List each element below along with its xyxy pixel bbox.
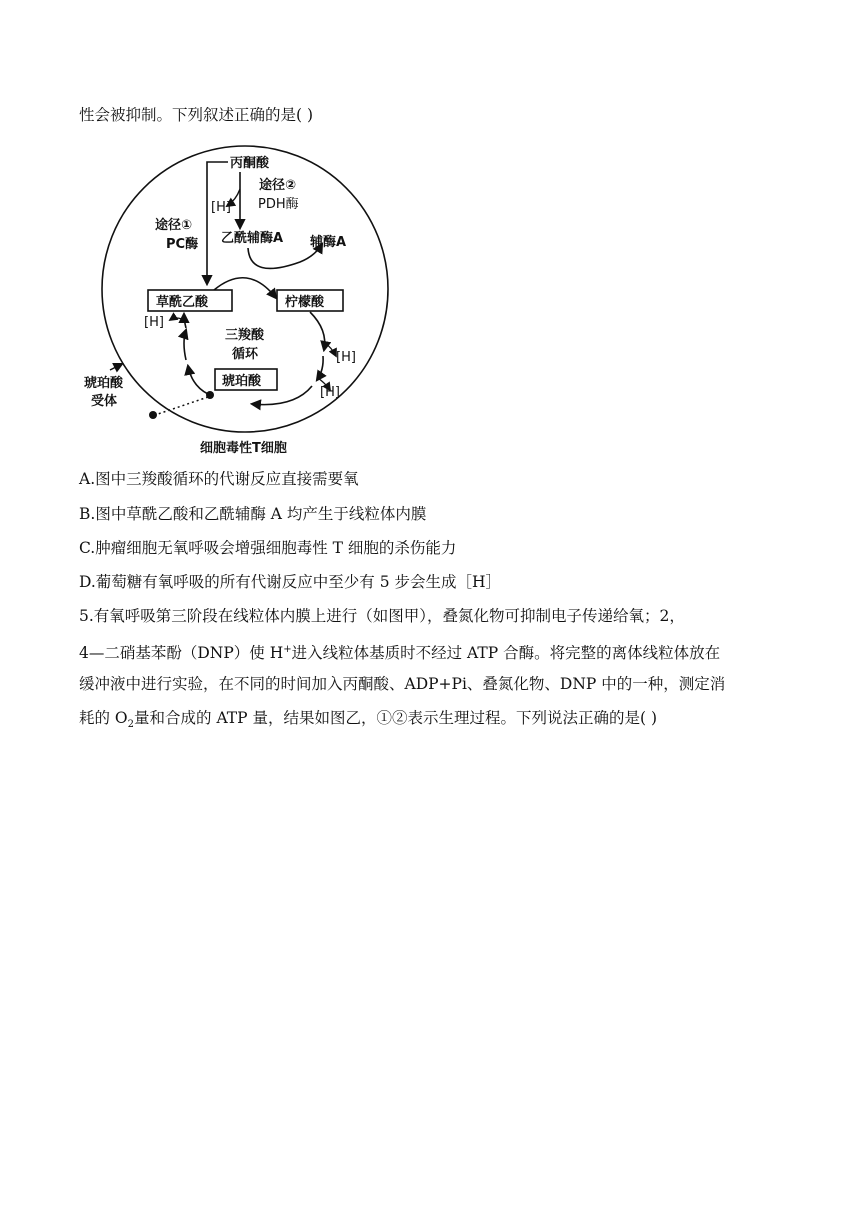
option-a: A.图中三羧酸循环的代谢反应直接需要氧	[79, 470, 359, 488]
cycle-arrow-right-1	[310, 312, 325, 350]
question5-line4	[79, 707, 657, 736]
cycle-arrow-left-1	[188, 366, 208, 394]
route2-label: 途径②	[259, 178, 297, 193]
acetyl-coa-label: 乙酰辅酶A	[221, 231, 284, 246]
succinate-label: 琥珀酸	[222, 374, 262, 389]
h-label-top: [H]	[211, 200, 231, 215]
h-label-left: [H]	[144, 315, 164, 330]
cycle-arrow-right-2	[317, 356, 323, 380]
question5-line1: 5.有氧呼吸第三阶段在线粒体内膜上进行（如图甲），叠氮化物可抑制电子传递给氧；2，	[79, 607, 685, 625]
h-branch-right-1	[324, 342, 336, 356]
option-b: B.图中草酰乙酸和乙酰辅酶 A 均产生于线粒体内膜	[79, 505, 427, 523]
question4-stem-tail: 性会被抑制。下列叙述正确的是( )	[79, 106, 314, 124]
cycle-arrow-left-3	[184, 314, 186, 328]
route1-label: 途径①	[155, 218, 193, 233]
succinate-receptor-line1: 琥珀酸	[84, 376, 124, 391]
succinate-target-dot	[149, 411, 157, 419]
receptor-arrow	[110, 364, 122, 370]
question5-line2-pre: 4—二硝基苯酚（DNP）使 H	[79, 644, 284, 663]
h-label-right-2: [H]	[320, 385, 340, 400]
question5-line4-pre: 耗的 O	[79, 709, 128, 727]
tca-label-line1: 三羧酸	[225, 328, 265, 343]
cell-label: 细胞毒性T细胞	[200, 441, 287, 456]
h-label-right-1: [H]	[336, 350, 356, 365]
question5-line4-sub: 2	[127, 719, 135, 731]
question5-line4-post: 量和合成的 ATP 量，结果如图乙，①②表示生理过程。下列说法正确的是( )	[134, 709, 658, 727]
citrate-label: 柠檬酸	[285, 295, 325, 310]
cycle-arrow-left-2	[184, 330, 186, 360]
succinate-export-dotted-line	[158, 397, 208, 414]
question5-line2	[79, 639, 720, 664]
pyruvate-label: 丙酮酸	[230, 156, 270, 171]
question5-line3: 缓冲液中进行实验，在不同的时间加入丙酮酸、ADP+Pi、叠氮化物、DNP 中的一种，测定消	[79, 675, 726, 693]
option-d: D.葡萄糖有氧呼吸的所有代谢反应中至少有 5 步会生成［H］	[79, 573, 502, 591]
coa-label: 辅酶A	[310, 235, 347, 250]
question5-line2-sup: +	[283, 644, 292, 655]
h-branch-left	[170, 318, 184, 320]
succinate-receptor-line2: 受体	[91, 394, 118, 409]
pdh-enzyme-label: PDH酶	[258, 197, 299, 212]
pc-enzyme-label: PC酶	[166, 237, 199, 252]
tca-cycle-diagram	[80, 134, 410, 464]
tca-label-line2: 循环	[232, 347, 259, 362]
option-c: C.肿瘤细胞无氧呼吸会增强细胞毒性 T 细胞的杀伤能力	[79, 539, 457, 557]
tca-cycle-figure	[80, 134, 410, 464]
route1-arrow	[207, 162, 228, 284]
oxaloacetate-label: 草酰乙酸	[156, 295, 209, 310]
question5-line2-post: 进入线粒体基质时不经过 ATP 合酶。将完整的离体线粒体放在	[291, 644, 721, 663]
